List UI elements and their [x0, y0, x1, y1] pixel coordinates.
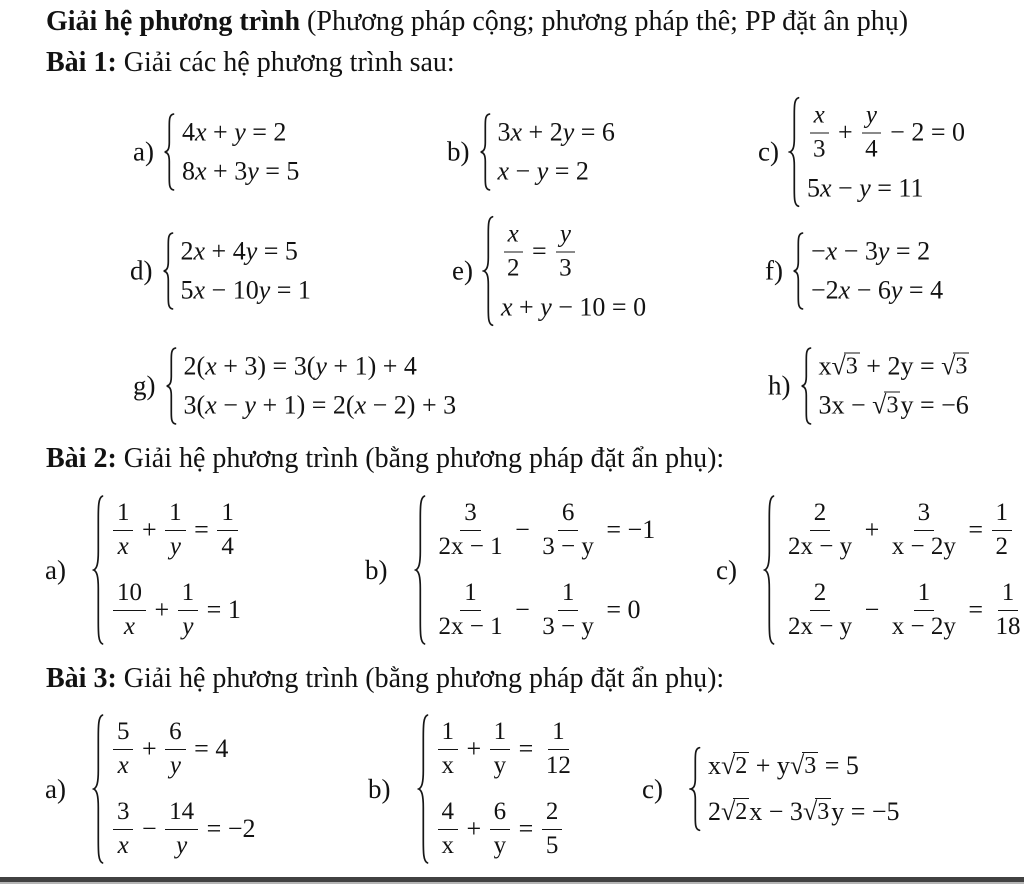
fraction-denominator: 3	[812, 135, 826, 162]
fraction-denominator: 4	[865, 135, 878, 162]
square-root	[790, 752, 818, 779]
left-brace-icon	[788, 96, 802, 209]
equation-lines	[111, 717, 256, 861]
fraction-denominator: y	[169, 751, 181, 779]
problem-tag: f)	[765, 255, 783, 286]
radical-icon: √	[789, 751, 805, 781]
fraction	[861, 101, 882, 165]
equation-line	[501, 220, 646, 284]
equation-line	[111, 498, 241, 562]
problem-e	[452, 220, 646, 323]
left-brace-icon	[417, 712, 431, 866]
fraction-numerator: 1	[165, 498, 186, 531]
problem-g	[133, 352, 456, 421]
math-text: 5x − 10y = 1	[180, 275, 311, 305]
problem-b	[447, 118, 615, 187]
fraction-denominator: y	[169, 532, 181, 560]
left-brace-icon	[92, 712, 106, 866]
equation-line	[111, 797, 256, 861]
equation-line	[498, 157, 615, 187]
equation-line	[782, 498, 1024, 562]
problem-row-1	[0, 94, 1024, 210]
square-root	[721, 752, 749, 779]
equation-system	[763, 498, 1024, 642]
fraction-numerator: 1	[558, 578, 579, 611]
fraction-numerator: 1	[998, 578, 1019, 611]
section-3-label: Bài 3:	[46, 663, 117, 694]
fraction-denominator: 2x − y	[787, 532, 853, 560]
equation-system	[162, 237, 311, 306]
fraction	[438, 797, 459, 861]
math-text: 3x + 2y = 6	[497, 117, 615, 147]
fraction-numerator: 2	[542, 797, 563, 830]
math-text: =	[187, 515, 216, 544]
fraction-denominator: 2x − y	[787, 612, 853, 640]
problem-tag: c)	[758, 136, 779, 167]
fraction-numerator: y	[862, 101, 881, 134]
problem-tag: c)	[642, 773, 663, 804]
equation-line	[436, 717, 577, 781]
left-brace-icon	[163, 113, 177, 192]
math-text: = 4	[187, 734, 229, 763]
fraction	[542, 797, 563, 861]
equation-line	[433, 578, 656, 642]
fraction	[542, 717, 575, 781]
section-2-label: Bài 2:	[46, 443, 117, 474]
fraction-denominator: x	[117, 532, 129, 560]
fraction-denominator: x − 2y	[891, 612, 956, 640]
math-text: x	[707, 751, 721, 780]
math-text: x	[818, 351, 832, 381]
page-title	[46, 6, 908, 38]
equation-line	[811, 237, 943, 267]
left-brace-icon	[479, 113, 493, 192]
fraction	[503, 220, 524, 284]
math-text: =	[961, 595, 990, 624]
equation-system	[92, 498, 241, 642]
fraction-denominator: 3	[559, 254, 572, 281]
math-text: y = −5	[831, 797, 900, 826]
fraction	[165, 717, 186, 781]
problem-row-5	[0, 707, 1024, 871]
radicand: 2	[735, 799, 748, 826]
left-brace-icon	[482, 215, 496, 328]
math-text: = 5	[818, 751, 859, 780]
bottom-divider-shadow	[0, 882, 1024, 884]
equation-lines	[498, 118, 615, 187]
problem-row-2	[0, 221, 1024, 321]
problem-tag: b)	[368, 773, 391, 804]
fraction-numerator: 1	[460, 578, 481, 611]
equation-line	[811, 276, 943, 306]
radicand: 3	[955, 353, 968, 380]
equation-system	[417, 717, 577, 861]
radicand: 2	[735, 753, 748, 780]
left-brace-icon	[800, 347, 814, 426]
radical-icon: √	[941, 351, 956, 381]
math-text: =	[961, 515, 990, 544]
fraction	[992, 498, 1013, 562]
equation-line	[111, 717, 256, 781]
problem-tag: a)	[45, 773, 66, 804]
math-text: = 1	[200, 595, 241, 624]
fraction	[888, 498, 960, 562]
equation-line	[182, 118, 299, 148]
math-text: 2x + 4y = 5	[180, 236, 298, 266]
radicand: 3	[817, 799, 830, 826]
fraction-numerator: 1	[548, 717, 569, 750]
square-root	[803, 798, 831, 825]
fraction	[538, 578, 598, 642]
fraction-denominator: x	[117, 751, 129, 779]
fraction	[992, 578, 1024, 642]
math-text: = −1	[599, 515, 656, 544]
fraction-numerator: 14	[165, 797, 198, 830]
math-text: +	[460, 734, 488, 763]
page-title-bold: Giải hệ phương trình	[46, 6, 301, 37]
fraction-denominator: 18	[995, 612, 1021, 640]
fraction	[165, 797, 198, 861]
fraction	[784, 578, 856, 642]
math-text: = −2	[200, 814, 256, 843]
fraction-denominator: 2x − 1	[438, 612, 503, 640]
fraction-numerator: 1	[992, 498, 1013, 531]
equation-system	[414, 498, 656, 642]
fraction-denominator: 4	[221, 532, 234, 560]
left-brace-icon	[689, 746, 703, 832]
math-text: 3(x − y + 1) = 2(x − 2) + 3	[183, 390, 457, 420]
fraction	[538, 498, 598, 562]
equation-line	[184, 391, 457, 421]
math-text: −2x − 6y = 4	[810, 275, 944, 305]
section-1-heading	[46, 47, 455, 79]
math-text: +	[135, 734, 164, 763]
math-text: =	[512, 814, 540, 843]
fraction-denominator: 2	[995, 532, 1009, 560]
equation-line	[433, 498, 656, 562]
equation-system	[163, 118, 299, 187]
equation-line	[708, 751, 900, 781]
math-text: +	[135, 515, 164, 544]
problem-row-3	[0, 340, 1024, 432]
fraction-denominator: 3 − y	[542, 532, 594, 560]
fraction	[490, 797, 511, 861]
problem-a	[133, 118, 299, 187]
math-text: + y	[749, 751, 790, 780]
problem-tag: e)	[452, 255, 473, 286]
radical-icon: √	[872, 390, 887, 420]
math-text: x − 3	[749, 797, 803, 826]
fraction-numerator: 5	[113, 717, 134, 750]
equation-line	[181, 276, 311, 306]
math-text: x − y = 2	[497, 156, 589, 186]
equation-lines	[819, 352, 970, 421]
math-text: 2(x + 3) = 3(y + 1) + 4	[183, 351, 417, 381]
square-root	[832, 353, 860, 380]
left-brace-icon	[92, 493, 106, 647]
fraction-numerator: 6	[490, 797, 511, 830]
equation-line	[501, 293, 646, 323]
left-brace-icon	[792, 232, 806, 311]
fraction-denominator: y	[493, 831, 507, 859]
fraction-numerator: 6	[558, 498, 579, 531]
fraction	[435, 498, 507, 562]
fraction	[113, 498, 134, 562]
fraction-denominator: 12	[545, 751, 571, 779]
problem-tag: c)	[716, 554, 737, 585]
radicand: 3	[886, 392, 899, 419]
fraction-numerator: 2	[810, 578, 831, 611]
section-2-text: Giải hệ phương trình (bằng phương pháp đặt ẩn phụ):	[116, 443, 725, 474]
math-text: +	[460, 814, 488, 843]
radical-icon: √	[720, 751, 736, 781]
equation-lines	[433, 498, 656, 642]
fraction-denominator: x − 2y	[891, 532, 956, 560]
radical-icon: √	[831, 351, 846, 381]
fraction	[809, 101, 830, 165]
fraction-denominator: 2	[506, 254, 520, 281]
equation-lines	[708, 751, 900, 827]
left-brace-icon	[763, 493, 777, 647]
problem-tag: b)	[447, 136, 470, 167]
square-root	[872, 392, 900, 419]
equation-line	[182, 157, 299, 187]
page-title-rest: (Phương pháp cộng; phương pháp thê; PP đặt ân phụ)	[300, 6, 909, 37]
section-1-label: Bài 1:	[46, 47, 117, 78]
fraction-denominator: y	[176, 831, 188, 859]
fraction-numerator: 4	[438, 797, 459, 830]
fraction-denominator: 2x − 1	[438, 532, 503, 560]
fraction	[165, 498, 186, 562]
math-text: +	[831, 117, 860, 147]
fraction-numerator: y	[556, 220, 575, 253]
fraction-numerator: 1	[914, 578, 935, 611]
fraction-denominator: y	[493, 751, 507, 779]
equation-lines	[181, 237, 311, 306]
math-text: = 0	[599, 595, 641, 624]
left-brace-icon	[162, 232, 176, 311]
problem-tag: b)	[365, 554, 388, 585]
equation-line	[184, 352, 457, 382]
equation-line	[111, 578, 241, 642]
fraction-numerator: 1	[490, 717, 511, 750]
equation-lines	[811, 237, 943, 306]
fraction-numerator: 2	[810, 498, 831, 531]
equation-line	[708, 797, 900, 827]
problem-tag: d)	[130, 255, 153, 286]
equation-system	[165, 352, 457, 421]
math-text: 3x −	[818, 390, 873, 420]
math-text: 8x + 3y = 5	[181, 156, 300, 186]
math-text: −	[508, 595, 537, 624]
problem-f	[765, 237, 943, 306]
fraction-denominator: 5	[545, 831, 559, 859]
radicand: 3	[845, 353, 858, 380]
problem-tag: h)	[768, 370, 791, 401]
math-text: y = −6	[900, 390, 969, 420]
problem-b	[368, 717, 577, 861]
section-2-heading	[46, 443, 724, 475]
equation-line	[498, 118, 615, 148]
equation-system	[792, 237, 943, 306]
fraction	[113, 717, 134, 781]
problem-h	[768, 352, 969, 421]
square-root	[941, 353, 969, 380]
fraction-denominator: x	[117, 831, 129, 859]
fraction-numerator: x	[504, 220, 523, 253]
problem-c	[716, 498, 1024, 642]
problem-d	[130, 237, 311, 306]
equation-line	[819, 391, 970, 421]
math-text: 2	[707, 797, 721, 826]
fraction-denominator: x	[123, 612, 136, 640]
math-text: =	[525, 236, 554, 266]
math-text: x + y − 10 = 0	[500, 292, 647, 322]
equation-system	[479, 118, 615, 187]
fraction-denominator: y	[182, 612, 194, 640]
fraction-numerator: 10	[113, 578, 146, 611]
equation-system	[800, 352, 970, 421]
equation-line	[181, 237, 311, 267]
fraction	[113, 797, 134, 861]
fraction-denominator: x	[441, 831, 454, 859]
section-3-text: Giải hệ phương trình (bằng phương pháp đặt ẩn phụ):	[116, 663, 725, 694]
math-text: 5x − y = 11	[806, 173, 924, 203]
fraction-denominator: x	[441, 751, 454, 779]
equation-line	[782, 578, 1024, 642]
fraction-numerator: 3	[460, 498, 481, 531]
fraction	[435, 578, 507, 642]
radical-icon: √	[802, 797, 818, 827]
fraction-numerator: 1	[438, 717, 459, 750]
equation-system	[788, 101, 965, 204]
fraction-numerator: 6	[165, 717, 186, 750]
fraction-numerator: 1	[178, 578, 199, 611]
left-brace-icon	[165, 347, 179, 426]
fraction-numerator: x	[810, 101, 829, 134]
fraction	[217, 498, 238, 562]
math-text: −	[508, 515, 537, 544]
equation-line	[436, 797, 577, 861]
fraction	[555, 220, 576, 284]
equation-lines	[111, 498, 241, 642]
radical-icon: √	[720, 797, 736, 827]
problem-row-4	[0, 487, 1024, 653]
equation-lines	[436, 717, 577, 861]
equation-lines	[807, 101, 965, 204]
problem-b	[365, 498, 655, 642]
math-text: −x − 3y = 2	[810, 236, 931, 266]
math-text: 4x + y = 2	[181, 117, 287, 147]
problem-c	[758, 101, 965, 204]
fraction	[438, 717, 459, 781]
fraction	[178, 578, 199, 642]
equation-system	[689, 751, 900, 827]
math-text: − 2 = 0	[883, 117, 965, 147]
math-text: +	[147, 595, 176, 624]
equation-lines	[182, 118, 299, 187]
fraction-numerator: 3	[113, 797, 134, 830]
problem-tag: a)	[133, 136, 154, 167]
equation-system	[92, 717, 256, 861]
equation-lines	[501, 220, 646, 323]
fraction-numerator: 1	[217, 498, 238, 531]
equation-line	[819, 352, 970, 382]
square-root	[721, 798, 749, 825]
equation-lines	[184, 352, 457, 421]
fraction-numerator: 3	[914, 498, 935, 531]
math-text: −	[858, 595, 886, 624]
problem-c	[642, 751, 900, 827]
math-text: −	[135, 814, 164, 843]
section-1-text: Giải các hệ phương trình sau:	[116, 47, 455, 78]
fraction	[490, 717, 511, 781]
math-text: + 2y =	[859, 351, 942, 381]
section-3-heading	[46, 663, 724, 695]
problem-a	[45, 717, 255, 861]
problem-a	[45, 498, 241, 642]
left-brace-icon	[414, 493, 428, 647]
equation-line	[807, 101, 965, 165]
equation-line	[807, 174, 965, 204]
problem-tag: g)	[133, 370, 156, 401]
fraction-denominator: 3 − y	[542, 612, 594, 640]
fraction	[784, 498, 856, 562]
radicand: 3	[804, 753, 817, 780]
problem-tag: a)	[45, 554, 66, 585]
fraction-numerator: 1	[113, 498, 134, 531]
fraction	[113, 578, 146, 642]
math-text: +	[858, 515, 886, 544]
equation-system	[482, 220, 646, 323]
equation-lines	[782, 498, 1024, 642]
fraction	[888, 578, 960, 642]
math-text: =	[512, 734, 540, 763]
